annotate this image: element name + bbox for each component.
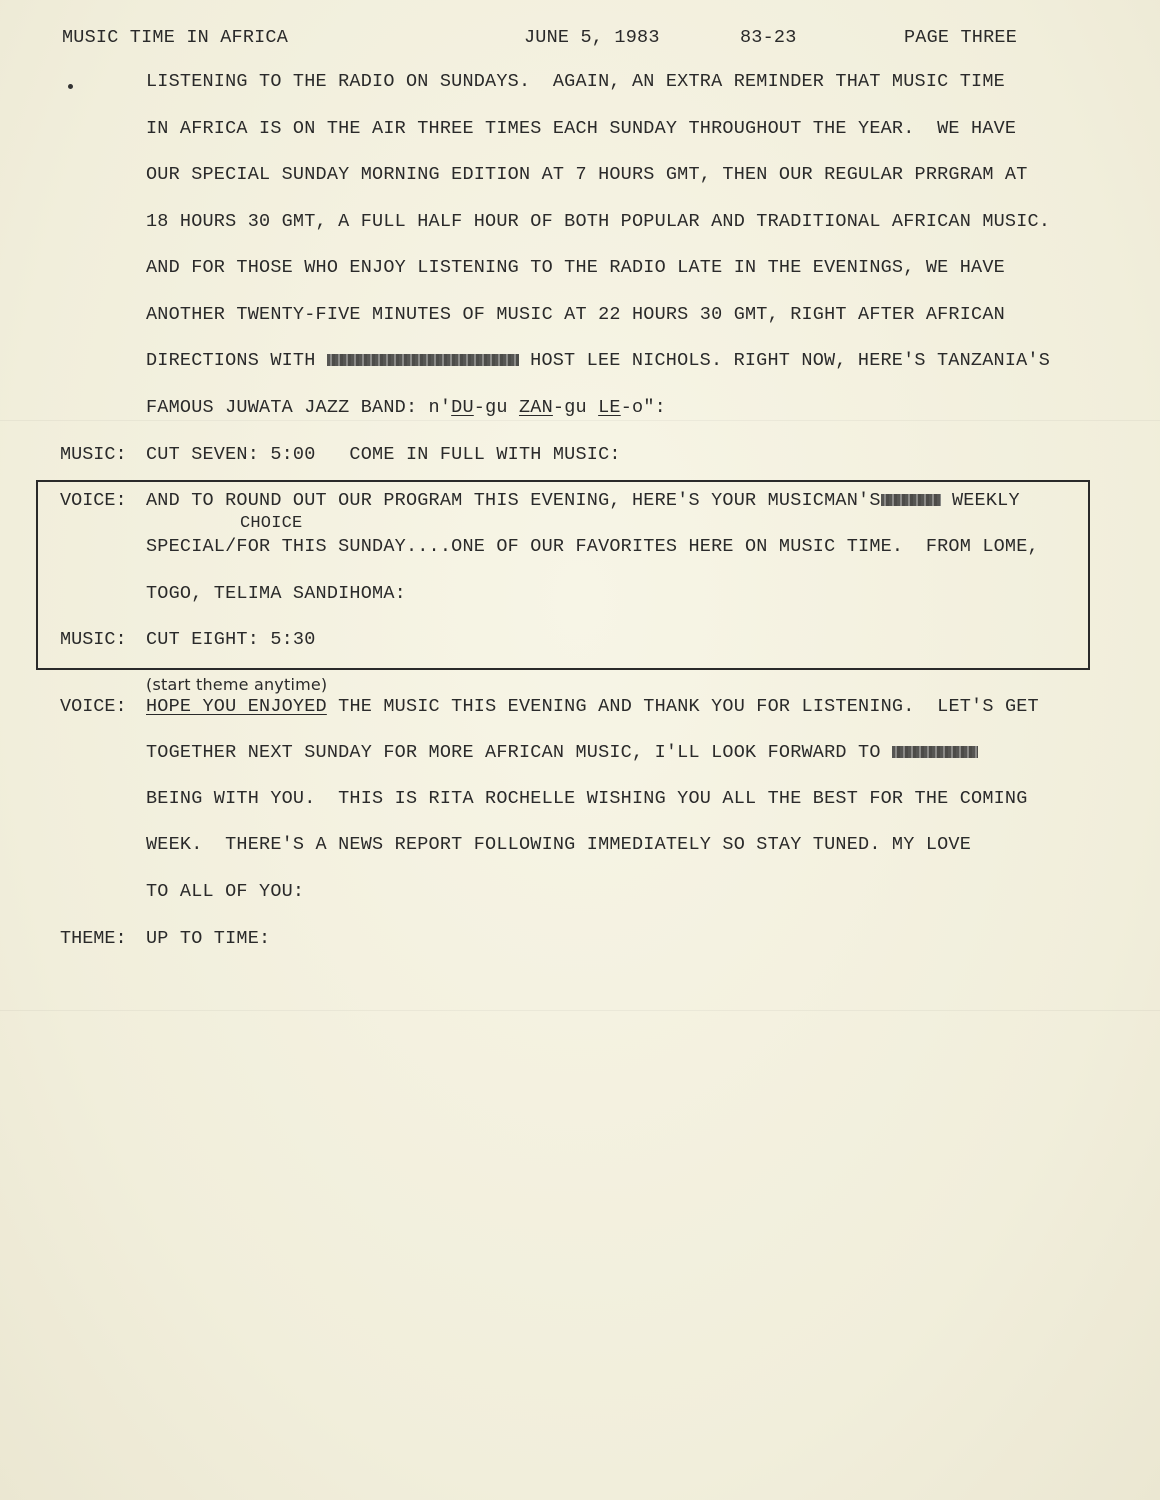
header-number: 83-23: [740, 27, 797, 48]
stressed-syllable: DU: [451, 397, 474, 418]
cue-text: UP TO TIME:: [146, 928, 271, 949]
voice-line-text: THE MUSIC THIS EVENING AND THANK YOU FOR LISTENING. LET'S GET: [326, 696, 1039, 717]
cue-label-voice: VOICE:: [60, 696, 127, 717]
voice-line: WEEK. THERE'S A NEWS REPORT FOLLOWING IMMEDIATELY SO STAY TUNED. MY LOVE: [146, 834, 972, 855]
body-line-text: HOST LEE NICHOLS. RIGHT NOW, HERE'S TANZANIA'S: [518, 350, 1051, 371]
body-line: OUR SPECIAL SUNDAY MORNING EDITION AT 7 HOURS GMT, THEN OUR REGULAR PRRGRAM AT: [146, 164, 1028, 185]
inserted-word: CHOICE: [240, 514, 303, 533]
body-line-text: -gu: [473, 397, 519, 418]
voice-line: [146, 696, 1039, 718]
body-line: LISTENING TO THE RADIO ON SUNDAYS. AGAIN, AN EXTRA REMINDER THAT MUSIC TIME: [146, 71, 1005, 92]
stressed-syllable: LE: [598, 397, 621, 418]
redaction-mark: [892, 746, 978, 758]
redaction-mark: [881, 494, 941, 506]
cue-label-music: MUSIC:: [60, 629, 127, 650]
voice-line: TOGO, TELIMA SANDIHOMA:: [146, 583, 406, 604]
header-program: MUSIC TIME IN AFRICA: [62, 27, 289, 48]
voice-line-text: WEEKLY: [951, 490, 1020, 511]
header-page: PAGE THREE: [904, 27, 1018, 48]
body-line-text: FAMOUS JUWATA JAZZ BAND: n': [146, 397, 452, 418]
cue-text: CUT EIGHT: 5:30: [146, 629, 316, 650]
body-line: AND FOR THOSE WHO ENJOY LISTENING TO THE RADIO LATE IN THE EVENINGS, WE HAVE: [146, 257, 1005, 278]
body-line: ANOTHER TWENTY-FIVE MINUTES OF MUSIC AT 22 HOURS 30 GMT, RIGHT AFTER AFRICAN: [146, 304, 1005, 325]
body-line: 18 HOURS 30 GMT, A FULL HALF HOUR OF BOTH POPULAR AND TRADITIONAL AFRICAN MUSIC.: [146, 211, 1051, 232]
underlined-phrase: HOPE YOU ENJOYED: [146, 696, 327, 717]
body-line: [146, 350, 1050, 372]
cue-label-voice: VOICE:: [60, 490, 127, 511]
voice-line-text: AND TO ROUND OUT OUR PROGRAM THIS EVENING, HERE'S YOUR MUSICMAN'S: [146, 490, 881, 511]
cue-text: CUT SEVEN: 5:00 COME IN FULL WITH MUSIC:: [146, 444, 621, 465]
body-line-text: -o":: [620, 397, 666, 418]
voice-line-text: TOGETHER NEXT SUNDAY FOR MORE AFRICAN MUSIC, I'LL LOOK FORWARD TO: [146, 742, 892, 763]
body-line: [146, 397, 666, 419]
paper-fold: [0, 420, 1160, 421]
body-line-text: DIRECTIONS WITH: [146, 350, 327, 371]
paper-fold: [0, 1010, 1160, 1011]
handwritten-note: (start theme anytime): [146, 675, 328, 694]
header-date: JUNE 5, 1983: [524, 27, 660, 48]
cue-label-theme: THEME:: [60, 928, 127, 949]
body-line-text: -gu: [552, 397, 599, 418]
stressed-syllable: ZAN: [518, 397, 553, 418]
cue-label-music: MUSIC:: [60, 444, 127, 465]
voice-line: SPECIAL/FOR THIS SUNDAY....ONE OF OUR FAVORITES HERE ON MUSIC TIME. FROM LOME,: [146, 536, 1039, 557]
voice-line: TO ALL OF YOU:: [146, 881, 305, 902]
voice-line: [146, 490, 1020, 512]
voice-line: BEING WITH YOU. THIS IS RITA ROCHELLE WISHING YOU ALL THE BEST FOR THE COMING: [146, 788, 1028, 809]
stray-mark: [68, 84, 73, 89]
redaction-mark: [327, 354, 519, 366]
voice-line: [146, 742, 978, 764]
body-line: IN AFRICA IS ON THE AIR THREE TIMES EACH SUNDAY THROUGHOUT THE YEAR. WE HAVE: [146, 118, 1017, 139]
